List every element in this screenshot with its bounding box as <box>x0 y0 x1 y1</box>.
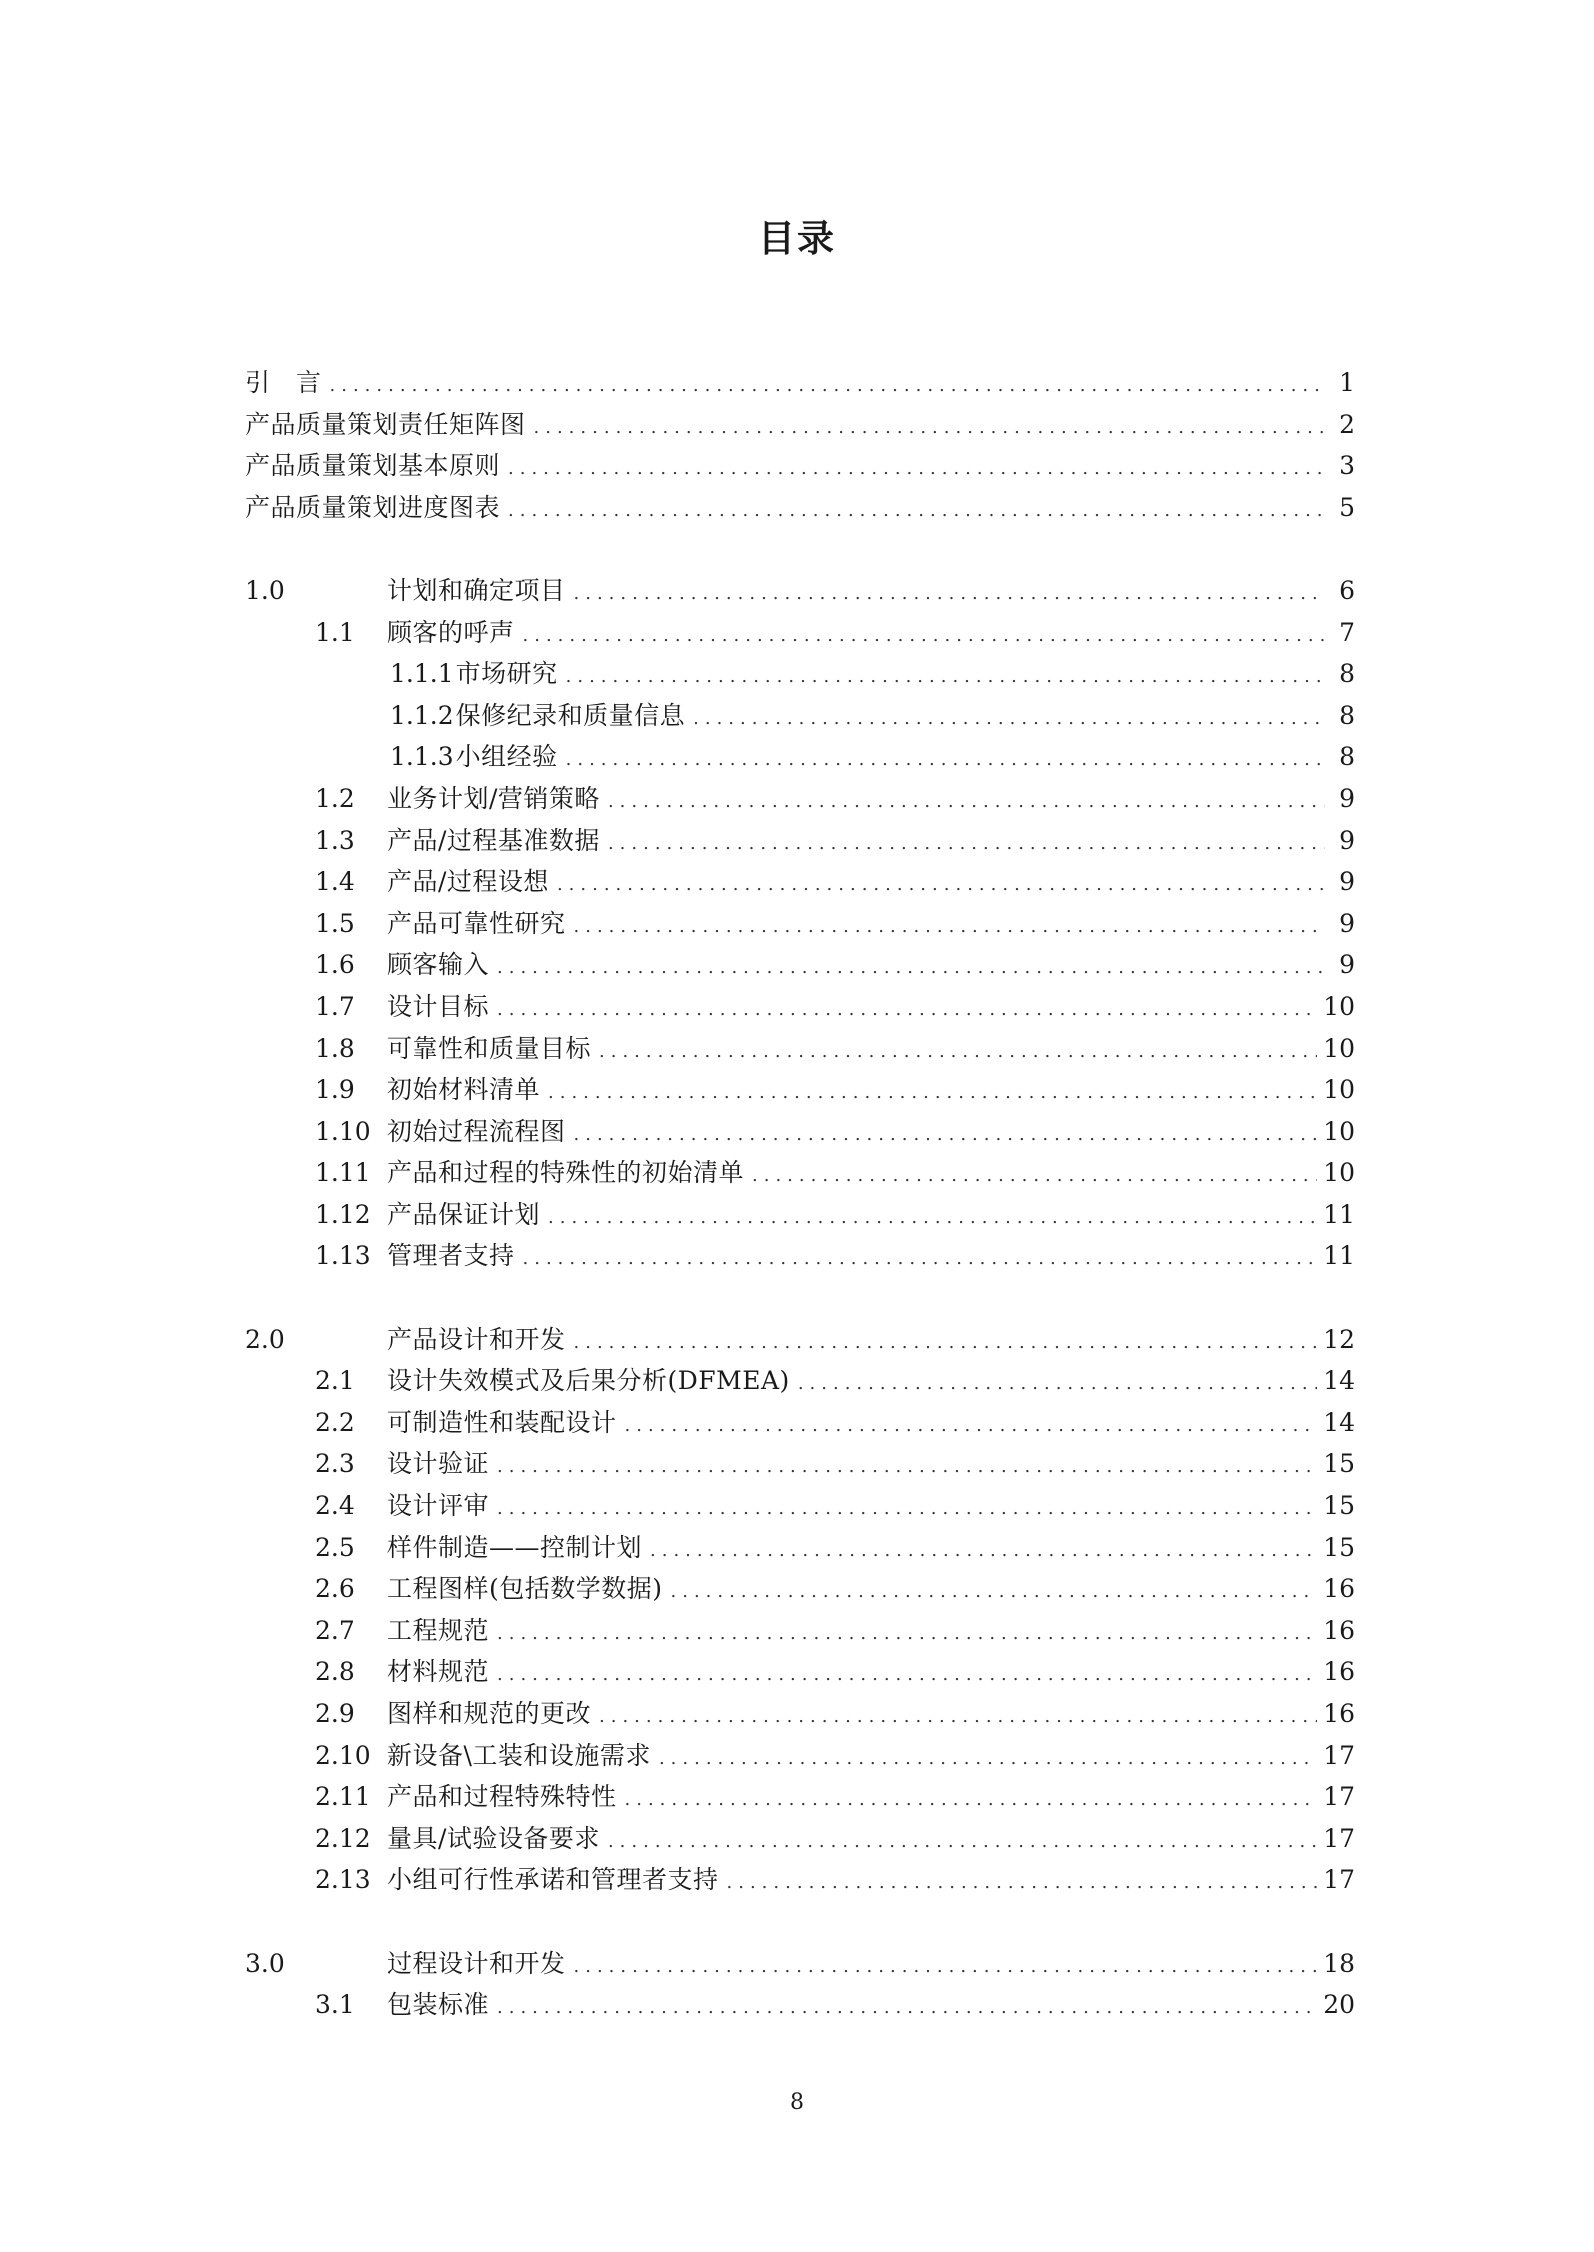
toc-entry <box>245 1651 1355 1693</box>
toc-leader-dots <box>566 656 1325 695</box>
toc-entry-page: 11 <box>1323 1241 1355 1271</box>
toc-entry-number: 1.11 <box>315 1158 371 1188</box>
toc-entry-page: 9 <box>1339 867 1355 897</box>
toc-leader-dots <box>625 1405 1318 1444</box>
toc-entry-page: 10 <box>1323 991 1355 1021</box>
toc-entry-page: 16 <box>1323 1574 1355 1604</box>
toc-leader-dots <box>608 823 1325 862</box>
toc-entry-number: 2.4 <box>315 1491 355 1521</box>
toc-leader-dots <box>693 698 1325 737</box>
toc-leader-dots <box>497 1613 1317 1652</box>
toc-entry-label: 设计评审 <box>387 1491 490 1521</box>
toc-entry-number: 1.5 <box>315 908 355 938</box>
toc-entry-number: 2.11 <box>315 1782 371 1812</box>
toc-leader-dots <box>497 947 1325 986</box>
toc-entry-number: 2.0 <box>245 1324 285 1354</box>
toc-entry-page: 15 <box>1323 1449 1355 1479</box>
toc-entry-number: 3.1 <box>315 1990 355 2020</box>
footer-page-number: 8 <box>790 2090 804 2115</box>
toc-entry-label: 产品和过程的特殊性的初始清单 <box>387 1158 745 1188</box>
toc-entry-label: 可靠性和质量目标 <box>387 1033 592 1063</box>
toc-entry <box>245 944 1355 986</box>
toc-entry-label: 包装标准 <box>387 1990 490 2020</box>
toc-entry <box>245 362 1355 404</box>
toc-entry-number: 1.12 <box>315 1199 371 1229</box>
toc-entry <box>245 1443 1355 1485</box>
toc-entry-page: 6 <box>1339 575 1355 605</box>
toc-leader-dots <box>608 781 1325 820</box>
toc-leader-dots <box>625 1779 1318 1818</box>
toc-leader-dots <box>534 407 1325 446</box>
toc-entry-label: 保修纪录和质量信息 <box>455 700 686 730</box>
toc-entry-page: 10 <box>1323 1033 1355 1063</box>
toc-entry-label: 产品和过程特殊特性 <box>387 1782 617 1812</box>
toc-entry-page: 17 <box>1323 1782 1355 1812</box>
toc-entry-number: 2.5 <box>315 1532 355 1562</box>
toc-leader-dots <box>659 1738 1317 1777</box>
toc-entry-page: 16 <box>1323 1699 1355 1728</box>
toc-entry <box>245 986 1355 1028</box>
toc-entry-label: 可制造性和装配设计 <box>387 1407 617 1437</box>
toc-entry-number: 1.3 <box>315 825 355 855</box>
toc-entry-label: 设计验证 <box>387 1449 490 1479</box>
toc-entry-page: 14 <box>1323 1366 1355 1396</box>
toc-leader-dots <box>548 1197 1317 1236</box>
toc-entry-page: 8 <box>1339 742 1355 772</box>
toc-entry-number: 1.1.3 <box>390 742 454 772</box>
toc-entry-number: 1.0 <box>245 575 285 605</box>
toc-entry-number: 2.8 <box>315 1657 355 1687</box>
toc-entry <box>245 1360 1355 1402</box>
toc-leader-dots <box>727 1862 1318 1901</box>
toc-entry-page: 14 <box>1323 1407 1355 1437</box>
toc-entry-number: 2.7 <box>315 1615 355 1645</box>
toc-entry-number: 1.1.1 <box>390 659 454 689</box>
toc-entry-label: 图样和规范的更改 <box>387 1699 592 1728</box>
toc-entry-number: 1.8 <box>315 1033 355 1063</box>
toc-entry <box>245 1235 1355 1277</box>
toc-leader-dots <box>508 448 1325 487</box>
toc-leader-dots <box>548 1072 1317 1111</box>
toc-entry-page: 10 <box>1323 1158 1355 1188</box>
toc-entry-number: 1.13 <box>315 1241 371 1271</box>
toc-leader-dots <box>574 1946 1318 1985</box>
toc-entry-page: 17 <box>1323 1740 1355 1770</box>
toc-entry <box>245 695 1355 737</box>
toc-entry-page: 15 <box>1323 1491 1355 1521</box>
toc-entry-number: 1.4 <box>315 867 355 897</box>
toc-entry <box>245 1984 1355 2026</box>
table-of-contents <box>245 362 1355 2026</box>
toc-entry-page: 16 <box>1323 1657 1355 1687</box>
toc-leader-dots <box>508 490 1325 529</box>
toc-entry-label: 产品可靠性研究 <box>387 908 566 938</box>
toc-entry-number: 2.10 <box>315 1740 371 1770</box>
toc-entry <box>245 1568 1355 1610</box>
toc-entry <box>245 570 1355 612</box>
toc-entry-label: 产品/过程设想 <box>387 867 549 897</box>
toc-entry <box>245 736 1355 778</box>
toc-leader-dots <box>608 1821 1317 1860</box>
toc-entry <box>245 1319 1355 1361</box>
toc-entry-number: 1.2 <box>315 783 355 813</box>
toc-entry-label: 过程设计和开发 <box>387 1948 566 1978</box>
toc-entry-page: 12 <box>1323 1324 1355 1354</box>
toc-entry-label: 工程图样(包括数学数据) <box>387 1574 663 1604</box>
toc-entry-page: 15 <box>1323 1532 1355 1562</box>
toc-entry <box>245 1485 1355 1527</box>
toc-entry-number: 2.3 <box>315 1449 355 1479</box>
toc-entry-number: 2.6 <box>315 1574 355 1604</box>
toc-entry-label: 顾客输入 <box>387 950 490 980</box>
toc-leader-dots <box>566 739 1325 778</box>
toc-entry <box>245 1152 1355 1194</box>
toc-entry-label: 产品设计和开发 <box>387 1324 566 1354</box>
toc-entry-page: 9 <box>1339 783 1355 813</box>
toc-entry <box>245 1943 1355 1985</box>
toc-entry-label: 小组可行性承诺和管理者支持 <box>387 1865 719 1895</box>
toc-entry <box>245 612 1355 654</box>
toc-entry-page: 9 <box>1339 908 1355 938</box>
toc-entry-label: 设计目标 <box>387 991 490 1021</box>
toc-entry-label: 业务计划/营销策略 <box>387 783 600 813</box>
toc-entry-page: 2 <box>1339 409 1355 439</box>
toc-entry <box>245 903 1355 945</box>
toc-leader-dots <box>798 1363 1317 1402</box>
toc-entry-page: 1 <box>1339 368 1355 397</box>
toc-leader-dots <box>574 906 1325 945</box>
toc-leader-dots <box>557 864 1325 903</box>
toc-entry-page: 17 <box>1323 1823 1355 1853</box>
toc-entry-label: 初始过程流程图 <box>387 1116 566 1146</box>
toc-entry-page: 3 <box>1339 451 1355 481</box>
toc-entry-label: 设计失效模式及后果分析(DFMEA) <box>387 1366 790 1396</box>
toc-entry <box>245 1527 1355 1569</box>
toc-leader-dots <box>574 1322 1318 1361</box>
toc-entry-number: 1.6 <box>315 950 355 980</box>
toc-entry-label: 初始材料清单 <box>387 1075 541 1105</box>
toc-leader-dots <box>650 1530 1317 1569</box>
toc-entry-label: 工程规范 <box>387 1615 490 1645</box>
toc-entry <box>245 653 1355 695</box>
toc-entry-number: 2.12 <box>315 1823 371 1853</box>
toc-leader-dots <box>497 1488 1317 1527</box>
toc-entry <box>245 404 1355 446</box>
toc-entry-number: 1.1.2 <box>390 700 454 730</box>
toc-leader-dots <box>752 1155 1317 1194</box>
toc-entry <box>245 820 1355 862</box>
toc-entry-label: 产品质量策划进度图表 <box>245 492 501 522</box>
toc-entry-number: 2.9 <box>315 1699 355 1728</box>
toc-entry-page: 8 <box>1339 659 1355 689</box>
toc-entry <box>245 1111 1355 1153</box>
toc-leader-dots <box>497 1446 1317 1485</box>
toc-entry-label: 产品保证计划 <box>387 1199 541 1229</box>
toc-entry-number: 2.13 <box>315 1865 371 1895</box>
toc-entry-label: 新设备\工装和设施需求 <box>387 1740 651 1770</box>
toc-entry <box>245 445 1355 487</box>
toc-entry <box>245 1735 1355 1777</box>
toc-entry-page: 10 <box>1323 1116 1355 1146</box>
toc-entry-number: 1.10 <box>315 1116 371 1146</box>
toc-entry <box>245 1693 1355 1735</box>
toc-entry <box>245 1859 1355 1901</box>
toc-entry <box>245 778 1355 820</box>
toc-entry-number: 1.7 <box>315 991 355 1021</box>
toc-entry-number: 1.1 <box>315 617 355 647</box>
toc-entry-page: 9 <box>1339 950 1355 980</box>
toc-leader-dots <box>497 1987 1317 2026</box>
toc-entry <box>245 1402 1355 1444</box>
toc-leader-dots <box>574 573 1325 612</box>
toc-entry-label: 市场研究 <box>455 659 558 689</box>
toc-entry <box>245 1028 1355 1070</box>
toc-leader-dots <box>523 1238 1318 1277</box>
toc-leader-dots <box>497 989 1317 1028</box>
toc-entry-page: 7 <box>1339 617 1355 647</box>
toc-entry-number: 2.1 <box>315 1366 355 1396</box>
toc-entry-page: 20 <box>1323 1990 1355 2020</box>
toc-entry <box>245 861 1355 903</box>
toc-entry-label: 产品/过程基准数据 <box>387 825 600 855</box>
toc-leader-dots <box>574 1114 1318 1153</box>
toc-entry <box>245 487 1355 529</box>
toc-entry-page: 5 <box>1339 492 1355 522</box>
toc-leader-dots <box>523 615 1325 654</box>
toc-entry-label: 小组经验 <box>455 742 558 772</box>
toc-entry-label: 样件制造——控制计划 <box>387 1532 643 1562</box>
toc-entry-page: 17 <box>1323 1865 1355 1895</box>
toc-leader-dots <box>330 365 1325 404</box>
toc-entry-number: 3.0 <box>245 1948 285 1978</box>
toc-entry <box>245 1818 1355 1860</box>
toc-leader-dots <box>599 1696 1317 1735</box>
toc-entry-page: 10 <box>1323 1075 1355 1105</box>
toc-leader-dots <box>497 1654 1317 1693</box>
toc-entry-page: 8 <box>1339 700 1355 730</box>
toc-entry-page: 18 <box>1323 1948 1355 1978</box>
toc-entry-label: 管理者支持 <box>387 1241 515 1271</box>
page-title: 目录 <box>758 217 836 260</box>
toc-entry-label: 计划和确定项目 <box>387 575 566 605</box>
toc-entry-label: 材料规范 <box>387 1657 490 1687</box>
toc-entry-number: 1.9 <box>315 1075 355 1105</box>
toc-entry-number: 2.2 <box>315 1407 355 1437</box>
toc-entry <box>245 1069 1355 1111</box>
toc-entry <box>245 1776 1355 1818</box>
toc-entry-label: 量具/试验设备要求 <box>387 1823 600 1853</box>
toc-leader-dots <box>599 1031 1317 1070</box>
toc-entry-label: 产品质量策划责任矩阵图 <box>245 409 526 439</box>
toc-entry-page: 9 <box>1339 825 1355 855</box>
toc-entry <box>245 1610 1355 1652</box>
toc-entry-label: 产品质量策划基本原则 <box>245 451 501 481</box>
toc-entry-label: 顾客的呼声 <box>387 617 515 647</box>
toc-entry <box>245 1194 1355 1236</box>
toc-entry-label: 引 言 <box>245 368 322 397</box>
toc-leader-dots <box>671 1571 1318 1610</box>
toc-entry-page: 11 <box>1323 1199 1355 1229</box>
toc-entry-page: 16 <box>1323 1615 1355 1645</box>
